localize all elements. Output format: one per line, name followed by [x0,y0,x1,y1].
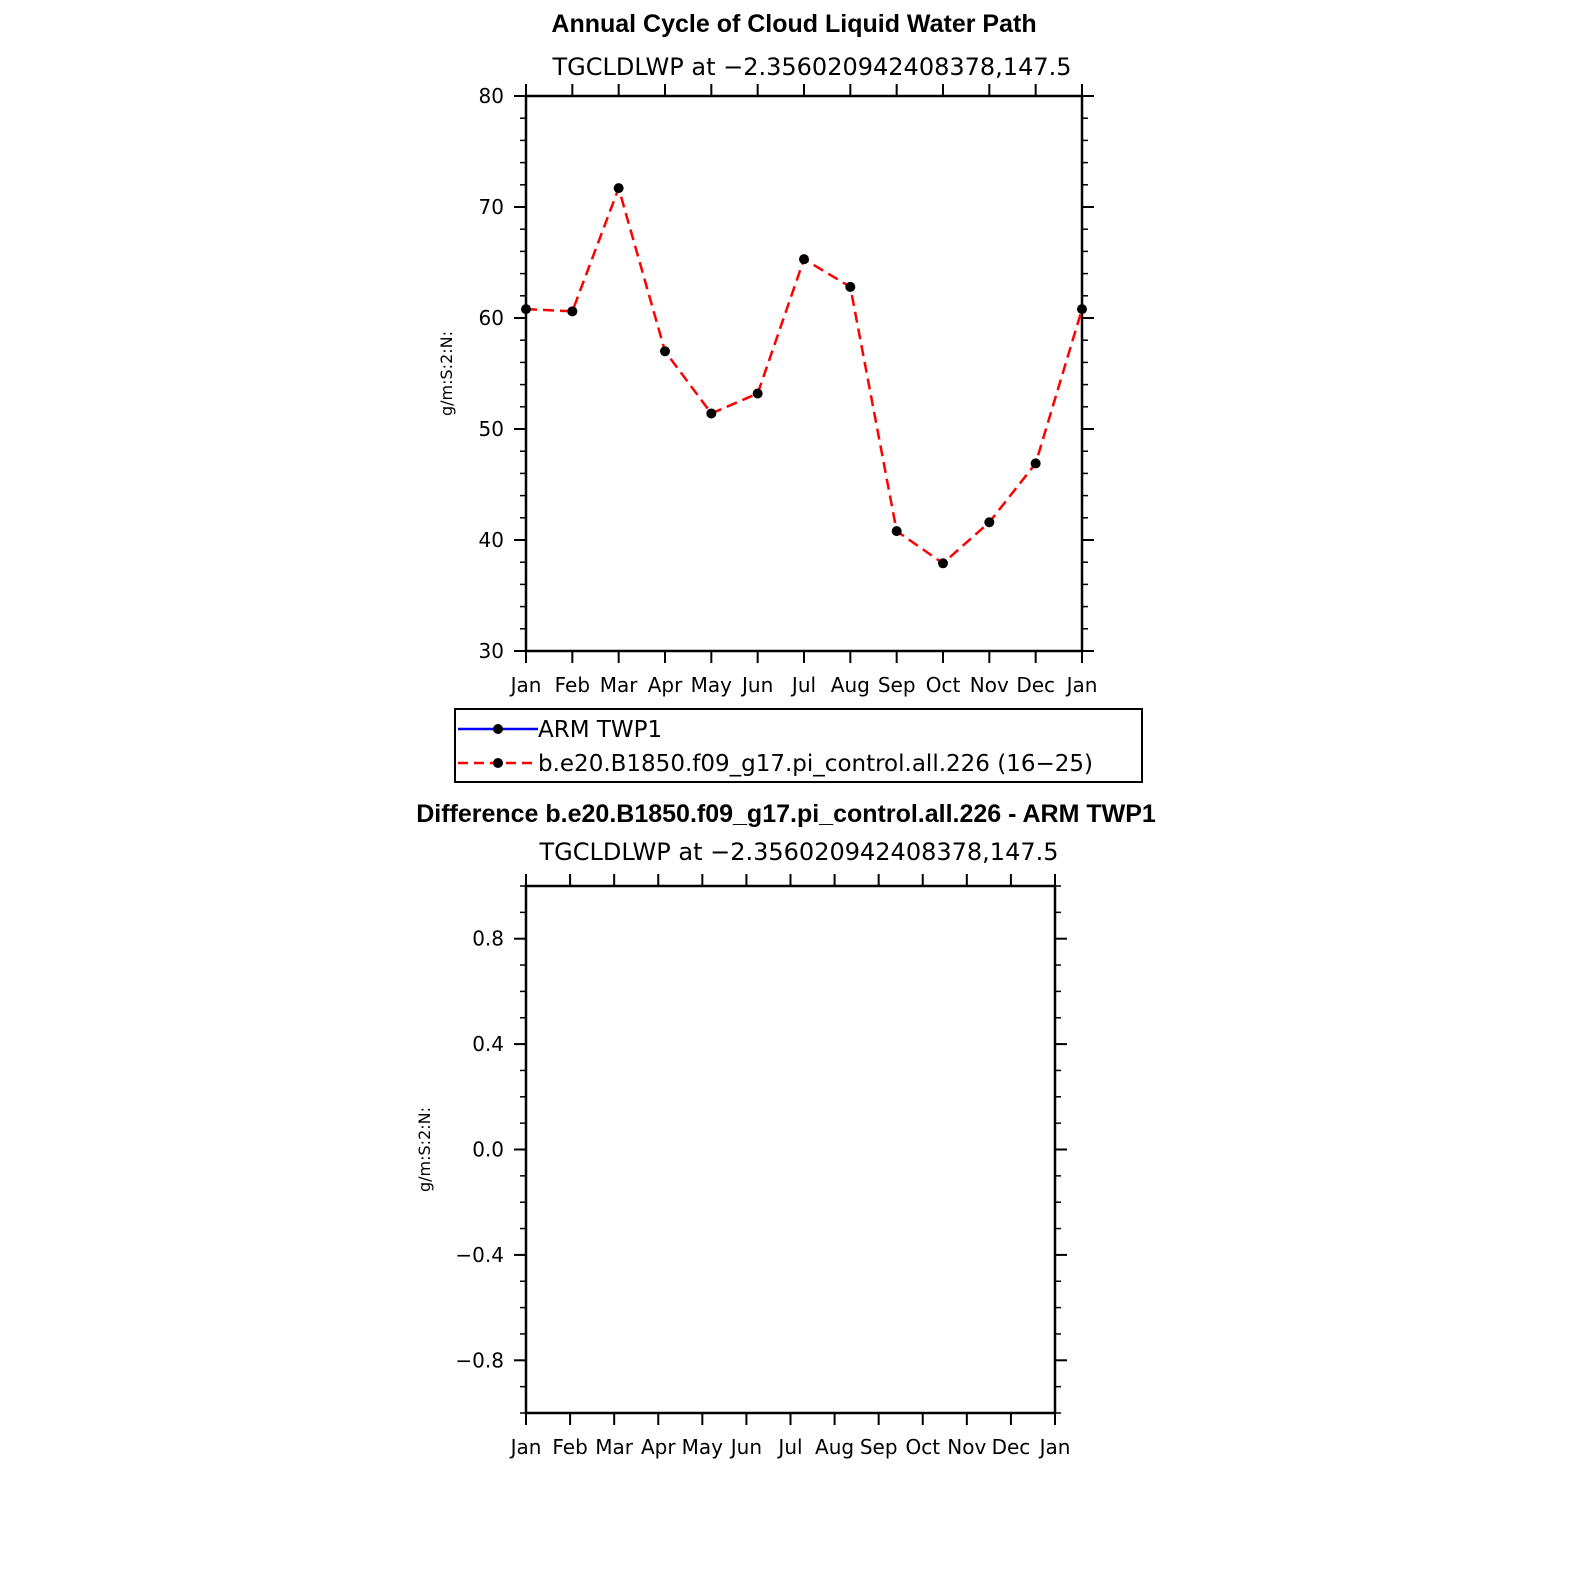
chart0-plot-frame [526,96,1082,651]
chart1-ylabel: g/m:S:2:N: [415,1107,434,1192]
bottom-chart-subtitle: TGCLDLWP at −2.356020942408378,147.5 [539,838,1059,866]
chart0-ytick-label: 30 [478,639,504,663]
chart0-ylabel: g/m:S:2:N: [437,331,456,416]
chart1-xtick-label: Feb [552,1435,588,1459]
chart0-series-1-point [706,408,716,418]
chart1-xtick-label: Jan [1039,1435,1071,1459]
chart1-xtick-label: Aug [815,1435,855,1459]
chart0-series-1-point [845,282,855,292]
chart0-xtick-label: Nov [969,673,1009,697]
chart0-series-1-point [614,183,624,193]
chart1-xtick-label: May [681,1435,724,1459]
bottom-chart-title: Difference b.e20.B1850.f09_g17.pi_control.all.226 - ARM TWP1 [416,800,1156,828]
chart1-xtick-label: Nov [947,1435,987,1459]
chart1-xtick-label: Sep [859,1435,898,1459]
chart0-xtick-label: May [690,673,733,697]
chart1-xtick-label: Jul [778,1435,803,1459]
chart0-ytick-label: 50 [478,417,504,441]
chart0-ytick-label: 40 [478,528,504,552]
legend [455,709,1142,782]
chart0-series-1-point [892,526,902,536]
chart0-ytick-label: 70 [478,195,504,219]
chart0-xtick-label: Aug [830,673,870,697]
chart0-xtick-label: Jul [791,673,817,697]
chart0-xtick-label: Oct [925,673,961,697]
chart0-series-1-point [660,346,670,356]
chart0-ytick-label: 80 [478,84,504,108]
chart1-xtick-label: Mar [595,1435,634,1459]
chart1-ytick-label: −0.4 [455,1242,504,1267]
chart0-series-1-point [984,517,994,527]
chart1-ytick-label: 0.0 [472,1137,504,1162]
chart1-plot-frame [526,886,1055,1413]
legend-model-marker [493,758,503,768]
chart0-xtick-label: Jun [742,673,774,697]
chart0-series-1-point [521,304,531,314]
chart0-xtick-label: Dec [1016,673,1056,697]
chart0-xtick-label: Jan [510,673,542,697]
chart0-series-1-point [1077,304,1087,314]
chart0-series-1-point [753,388,763,398]
chart0-series-1-line [526,188,1082,563]
legend-obs-label: ARM TWP1 [538,717,663,743]
chart1-ytick-label: 0.8 [472,926,504,951]
chart0-xtick-label: Jan [1066,673,1098,697]
legend-obs-marker [493,724,503,734]
chart0-xtick-label: Feb [554,673,591,697]
chart1-xtick-label: Oct [905,1435,941,1459]
chart0-series-1-point [938,558,948,568]
chart0-xtick-label: Mar [599,673,638,697]
chart0-series-1-point [799,254,809,264]
top-chart-subtitle: TGCLDLWP at −2.356020942408378,147.5 [552,53,1072,81]
chart1-xtick-label: Dec [991,1435,1031,1459]
chart1-xtick-label: Jan [510,1435,542,1459]
chart1-ytick-label: −0.8 [455,1348,504,1373]
top-chart-title: Annual Cycle of Cloud Liquid Water Path [551,10,1037,38]
top-chart [437,84,1097,697]
chart1-xtick-label: Apr [640,1435,676,1459]
chart0-xtick-label: Sep [877,673,916,697]
chart0-series-1-point [1031,458,1041,468]
chart0-xtick-label: Apr [647,673,683,697]
chart0-ytick-label: 60 [478,306,504,330]
legend-model-label: b.e20.B1850.f09_g17.pi_control.all.226 (16−25) [538,751,1093,777]
chart1-ytick-label: 0.4 [472,1032,504,1057]
bottom-chart [415,874,1070,1459]
chart1-xtick-label: Jun [730,1435,763,1459]
chart0-series-1-point [567,306,577,316]
